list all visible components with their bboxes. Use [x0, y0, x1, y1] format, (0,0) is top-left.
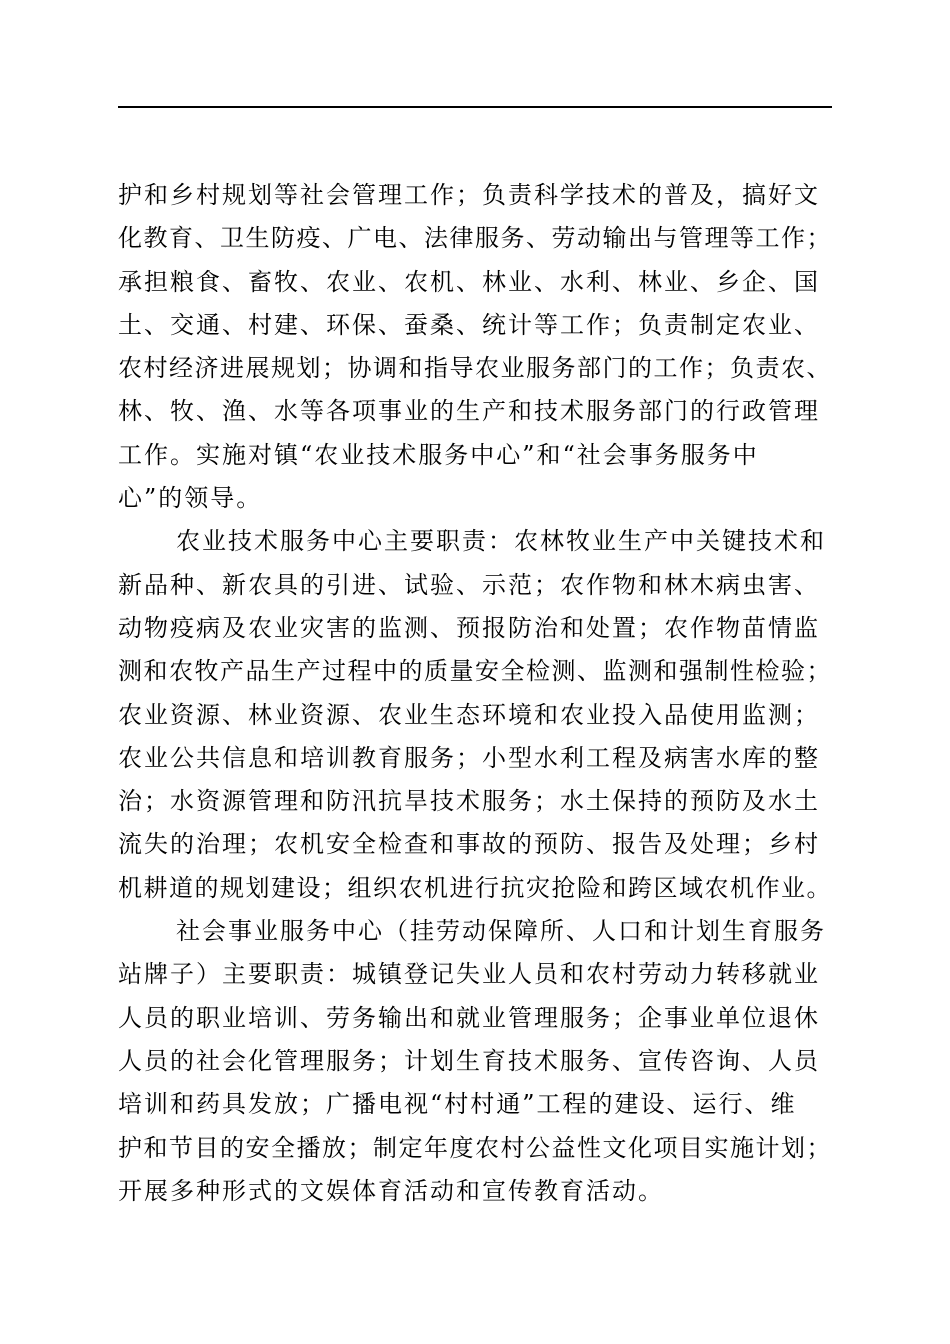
- header-rule: [118, 106, 832, 108]
- text-line: 动物疫病及农业灾害的监测、预报防治和处置；农作物苗情监: [118, 613, 820, 642]
- text-line: 测和农牧产品生产过程中的质量安全检测、监测和强制性检验；: [118, 657, 832, 686]
- text-line: 流失的治理；农机安全检查和事故的预防、报告及处理；乡村: [118, 830, 820, 859]
- text-line: 人员的社会化管理服务；计划生育技术服务、宣传咨询、人员: [118, 1046, 820, 1075]
- document-body: [118, 174, 832, 1213]
- text-line: 化教育、卫生防疫、广电、法律服务、劳动输出与管理等工作；: [118, 224, 832, 253]
- text-line: 农村经济进展规划；协调和指导农业服务部门的工作；负责农、: [118, 354, 832, 383]
- text-line: 农业资源、林业资源、农业生态环境和农业投入品使用监测；: [118, 700, 820, 729]
- text-line: 护和乡村规划等社会管理工作；负责科学技术的普及，搞好文: [118, 181, 820, 209]
- text-line: 土、交通、村建、环保、蚕桑、统计等工作；负责制定农业、: [118, 310, 820, 339]
- text-line: 治；水资源管理和防汛抗旱技术服务；水土保持的预防及水土: [118, 787, 820, 816]
- text-line: 社会事业服务中心（挂劳动保障所、人口和计划生育服务: [176, 917, 826, 946]
- paragraph-social-service-center: [118, 910, 832, 1213]
- text-line: 护和节目的安全播放；制定年度农村公益性文化项目实施计划；: [118, 1133, 832, 1162]
- text-line: 承担粮食、畜牧、农业、农机、林业、水利、林业、乡企、国: [118, 267, 820, 296]
- text-line: 农业公共信息和培训教育服务；小型水利工程及病害水库的整: [118, 743, 820, 772]
- text-line: 培训和药具发放；广播电视“村村通”工程的建设、运行、维: [118, 1090, 797, 1119]
- paragraph-township-duties: [118, 174, 832, 520]
- text-line: 林、牧、渔、水等各项事业的生产和技术服务部门的行政管理: [118, 397, 820, 426]
- text-line: 心”的领导。: [118, 484, 263, 513]
- paragraph-agri-tech-center: [118, 520, 832, 910]
- text-line: 开展多种形式的文娱体育活动和宣传教育活动。: [118, 1176, 664, 1205]
- text-line: 农业技术服务中心主要职责：农林牧业生产中关键技术和: [176, 527, 826, 556]
- text-line: 新品种、新农具的引进、试验、示范；农作物和林木病虫害、: [118, 570, 820, 599]
- text-line: 工作。实施对镇“农业技术服务中心”和“社会事务服务中: [118, 440, 759, 469]
- text-line: 站牌子）主要职责：城镇登记失业人员和农村劳动力转移就业: [118, 960, 820, 989]
- text-line: 机耕道的规划建设；组织农机进行抗灾抢险和跨区域农机作业。: [118, 873, 832, 902]
- text-line: 人员的职业培训、劳务输出和就业管理服务；企事业单位退休: [118, 1003, 820, 1032]
